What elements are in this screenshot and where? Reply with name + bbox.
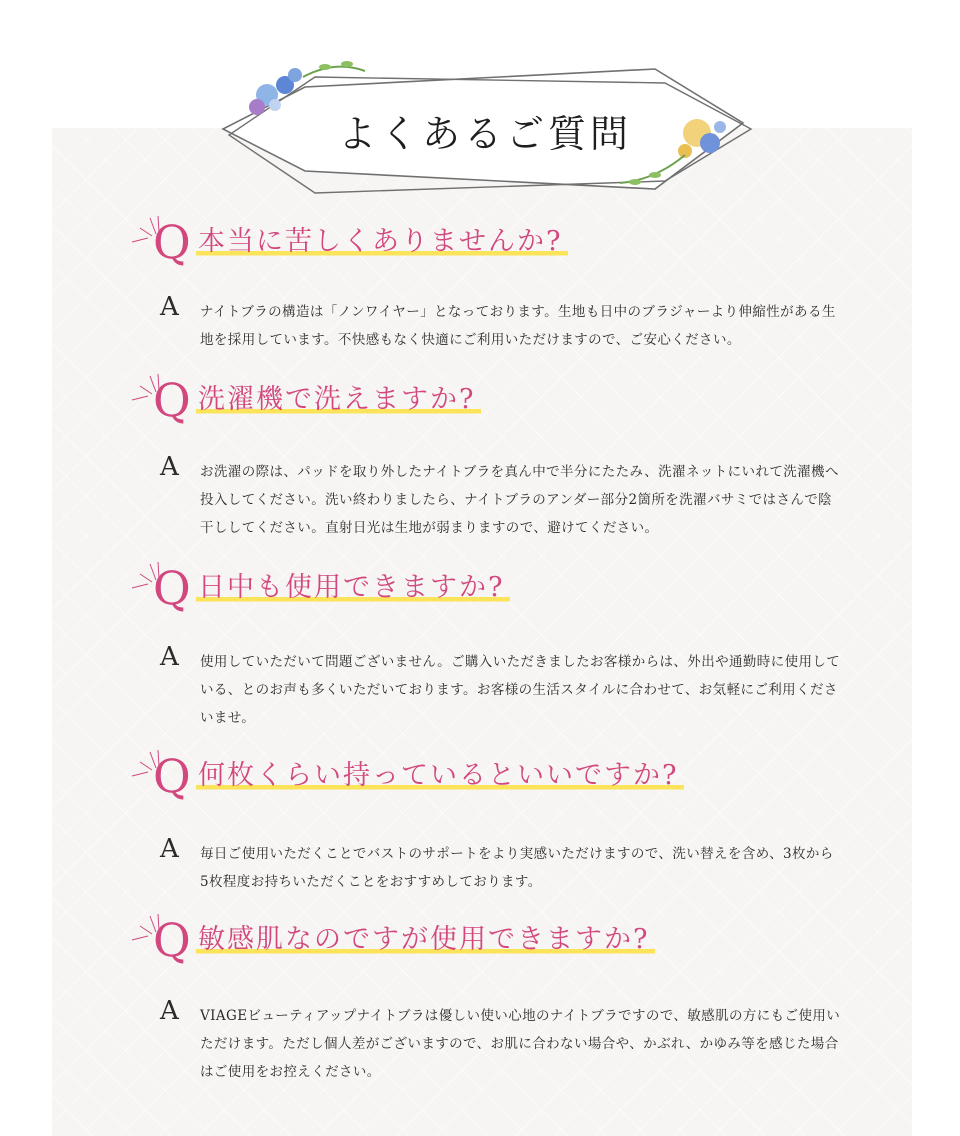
a-mark: A	[160, 452, 179, 482]
question-row	[128, 214, 848, 274]
q-mark: Q	[153, 749, 191, 803]
question-text: 敏感肌なのですが使用できますか?	[196, 924, 655, 956]
question-row	[128, 372, 848, 432]
question-row	[128, 912, 848, 972]
answer-text: 毎日ご使用いただくことでバストのサポートをより実感いただけますので、洗い替えを含め、3枚から5枚程度お持ちいただくことをおすすめしております。	[200, 846, 834, 890]
q-mark: Q	[153, 561, 191, 615]
a-mark: A	[160, 996, 179, 1026]
page-title: よくあるご質問	[337, 112, 632, 156]
question-text: 洗濯機で洗えますか?	[196, 384, 481, 416]
answer-text: お洗濯の際は、パッドを取り外したナイトブラを真ん中で半分にたたみ、洗濯ネットにいれて洗濯機へ投入してください。洗い終わりましたら、ナイトブラのアンダー部分2箇所を洗濯バサミではさんで陰干ししてください。直射日光は生地が弱まりますので、避けてください。	[200, 464, 839, 536]
a-mark: A	[160, 834, 179, 864]
a-mark: A	[160, 292, 179, 322]
question-text: 日中も使用できますか?	[196, 572, 510, 604]
question-text: 本当に苦しくありませんか?	[196, 226, 568, 258]
faq-panel	[52, 128, 912, 1136]
answer-text: ナイトブラの構造は「ノンワイヤー」となっております。生地も日中のブラジャーより伸縮性がある生地を採用しています。不快感もなく快適にご利用いただけますので、ご安心ください。	[200, 304, 836, 348]
a-mark: A	[160, 642, 179, 672]
q-mark: Q	[153, 913, 191, 967]
question-row	[128, 560, 848, 620]
q-mark: Q	[153, 215, 191, 269]
q-mark: Q	[153, 373, 191, 427]
question-row	[128, 748, 848, 808]
faq-heading	[215, 55, 755, 205]
answer-text: VIAGEビューティアップナイトブラは優しい使い心地のナイトブラですので、敏感肌の方にもご使用いただけます。ただし個人差がございますので、お肌に合わない場合や、かぶれ、かゆみ等を感じた場合はご使用をお控えください。	[200, 1008, 841, 1080]
answer-text: 使用していただいて問題ございません。ご購入いただきましたお客様からは、外出や通勤時に使用している、とのお声も多くいただいております。お客様の生活スタイルに合わせて、お気軽にご利用くださいませ。	[200, 654, 841, 726]
question-text: 何枚くらい持っているといいですか?	[196, 760, 684, 792]
